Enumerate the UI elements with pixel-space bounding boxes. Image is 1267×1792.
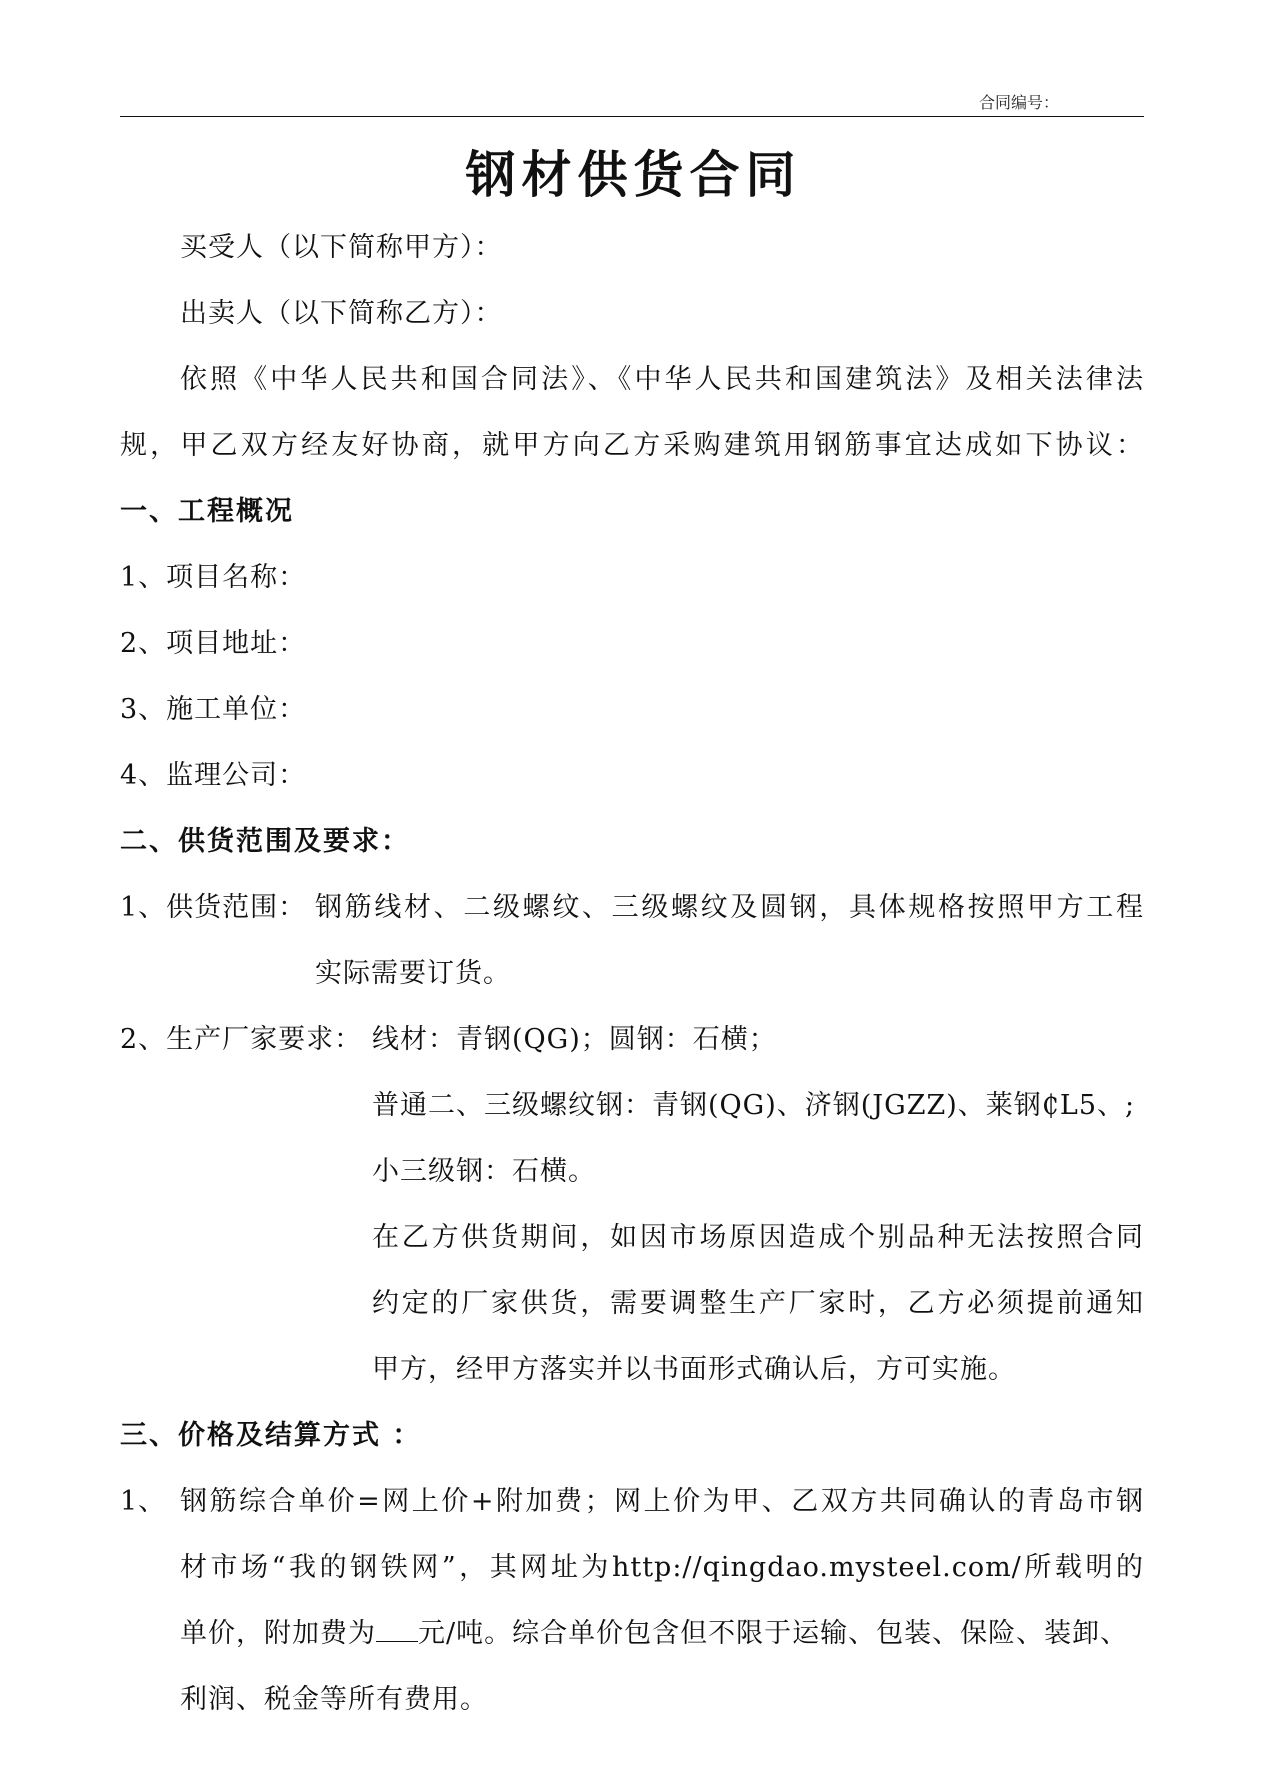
pricing-line-3-end: 元/吨。综合单价包含但不限于运输、包装、保险、装卸、 (418, 1618, 1129, 1649)
pricing-line-4: 利润、税金等所有费用。 (180, 1684, 488, 1715)
supply-scope-line-1: 钢筋线材、二级螺纹、三级螺纹及圆钢，具体规格按照甲方工程 (315, 892, 1144, 923)
header-rule (120, 116, 1144, 117)
section-1-item: 2、项目地址： (120, 628, 307, 659)
preamble-line-2: 规，甲乙双方经友好协商，就甲方向乙方采购建筑用钢筋事宜达成如下协议： (120, 430, 1144, 461)
section-1-item: 1、项目名称： (120, 562, 307, 593)
pricing-line-3-start: 单价，附加费为 (180, 1618, 376, 1649)
manufacturer-line-6: 甲方，经甲方落实并以书面形式确认后，方可实施。 (372, 1354, 1016, 1385)
manufacturer-line-3: 小三级钢：石横。 (372, 1156, 596, 1187)
section-2-heading: 二、供货范围及要求： (120, 826, 410, 857)
pricing-item-label: 1、 (120, 1486, 167, 1517)
manufacturer-line-2: 普通二、三级螺纹钢：青钢(QG)、济钢(JGZZ)、莱钢₵L5、; (372, 1090, 1136, 1121)
pricing-line-3 (180, 1614, 1128, 1654)
manufacturer-label: 2、生产厂家要求： (120, 1024, 363, 1055)
seller-line: 出卖人（以下简称乙方）： (180, 298, 503, 329)
preamble-line-1: 依照《中华人民共和国合同法》、《中华人民共和国建筑法》及相关法律法 (180, 364, 1144, 395)
section-1-item: 4、监理公司： (120, 760, 307, 791)
section-3-heading: 三、价格及结算方式 ： (120, 1420, 422, 1451)
buyer-line: 买受人（以下简称甲方）： (180, 232, 503, 263)
section-1-heading: 一、工程概况 (120, 496, 294, 527)
supply-scope-line-2: 实际需要订货。 (315, 958, 511, 989)
surcharge-blank (376, 1617, 418, 1642)
supply-scope-label: 1、供货范围： (120, 892, 307, 923)
contract-number-label: 合同编号： (978, 93, 1059, 112)
pricing-line-2: 材市场“我的钢铁网”，其网址为http://qingdao.mysteel.com/所载明的 (180, 1552, 1144, 1583)
section-1-item: 3、施工单位： (120, 694, 307, 725)
document-title: 钢材供货合同 (465, 146, 802, 204)
manufacturer-line-5: 约定的厂家供货，需要调整生产厂家时，乙方必须提前通知 (372, 1288, 1144, 1319)
manufacturer-line-1: 线材：青钢(QG)；圆钢：石横； (372, 1024, 777, 1055)
pricing-line-1: 钢筋综合单价=网上价+附加费；网上价为甲、乙双方共同确认的青岛市钢 (180, 1486, 1144, 1517)
manufacturer-line-4: 在乙方供货期间，如因市场原因造成个别品种无法按照合同 (372, 1222, 1144, 1253)
